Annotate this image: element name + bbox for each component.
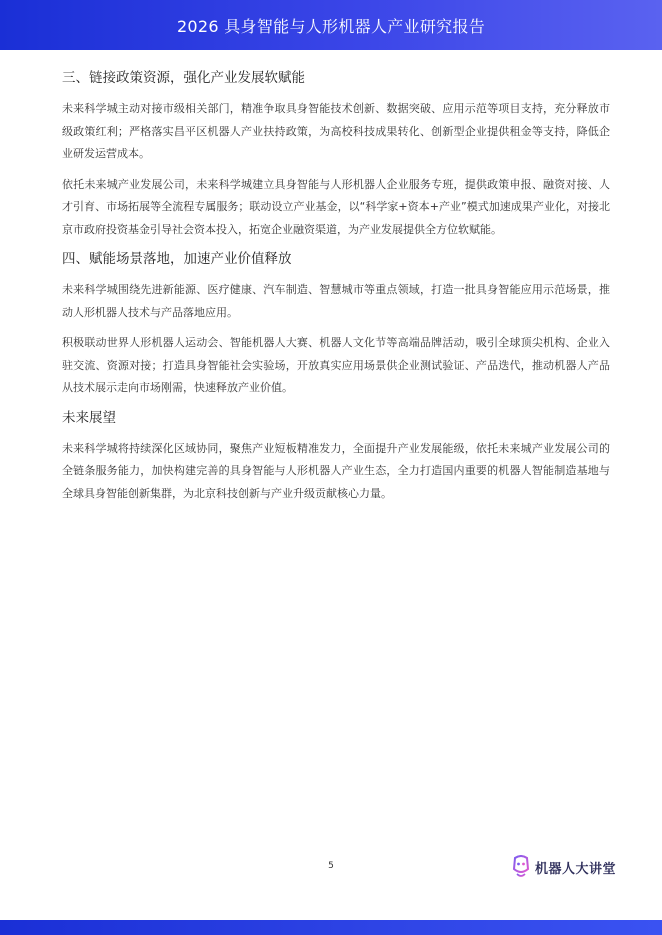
section-outlook <box>62 408 610 506</box>
section-heading: 四、赋能场景落地，加速产业价值释放 <box>62 251 292 267</box>
section-heading: 三、链接政策资源，强化产业发展软赋能 <box>62 70 305 86</box>
document-body <box>62 68 610 513</box>
page-header <box>0 0 662 50</box>
section-scenarios <box>62 249 610 400</box>
paragraph: 未来科学城将持续深化区域协同，聚焦产业短板精准发力，全面提升产业发展能级，依托未来城产业发展公司的全链条服务能力，加快构建完善的具身智能与人形机器人产业生态，全力打造国内重要的机器人智能制造基地与全球具身智能创新集群，为北京科技创新与产业升级贡献核心力量。 <box>62 441 610 500</box>
page-footer-bar <box>0 920 662 935</box>
page-number: 5 <box>328 861 334 871</box>
robot-head-logo-icon <box>512 855 530 879</box>
report-title: 2026 具身智能与人形机器人产业研究报告 <box>176 17 486 36</box>
paragraph: 依托未来城产业发展公司，未来科学城建立具身智能与人形机器人企业服务专班，提供政策申报、融资对接、人才引育、市场拓展等全流程专属服务；联动设立产业基金，以“科学家+资本+产业”模式加速成果产业化，对接北京市政府投资基金引导社会资本投入，拓宽企业融资渠道，为产业发展提供全方位软赋能。 <box>62 177 610 236</box>
paragraph: 未来科学城主动对接市级相关部门，精准争取具身智能技术创新、数据突破、应用示范等项目支持，充分释放市级政策红利；严格落实昌平区机器人产业扶持政策，为高校科技成果转化、创新型企业提供租金等支持，降低企业研发运营成本。 <box>62 102 610 160</box>
brand-name: 机器人大讲堂 <box>535 861 617 877</box>
section-policy <box>62 68 610 241</box>
brand-logo <box>512 853 616 881</box>
paragraph: 积极联动世界人形机器人运动会、智能机器人大赛、机器人文化节等高端品牌活动，吸引全球顶尖机构、企业入驻交流、资源对接；打造具身智能社会实验场，开放真实应用场景供企业测试验证、产品迭代，推动机器人产品从技术展示走向市场刚需，快速释放产业价值。 <box>62 336 610 394</box>
paragraph: 未来科学城围绕先进新能源、医疗健康、汽车制造、智慧城市等重点领域，打造一批具身智能应用示范场景，推动人形机器人技术与产品落地应用。 <box>62 283 610 319</box>
section-heading: 未来展望 <box>62 409 116 426</box>
